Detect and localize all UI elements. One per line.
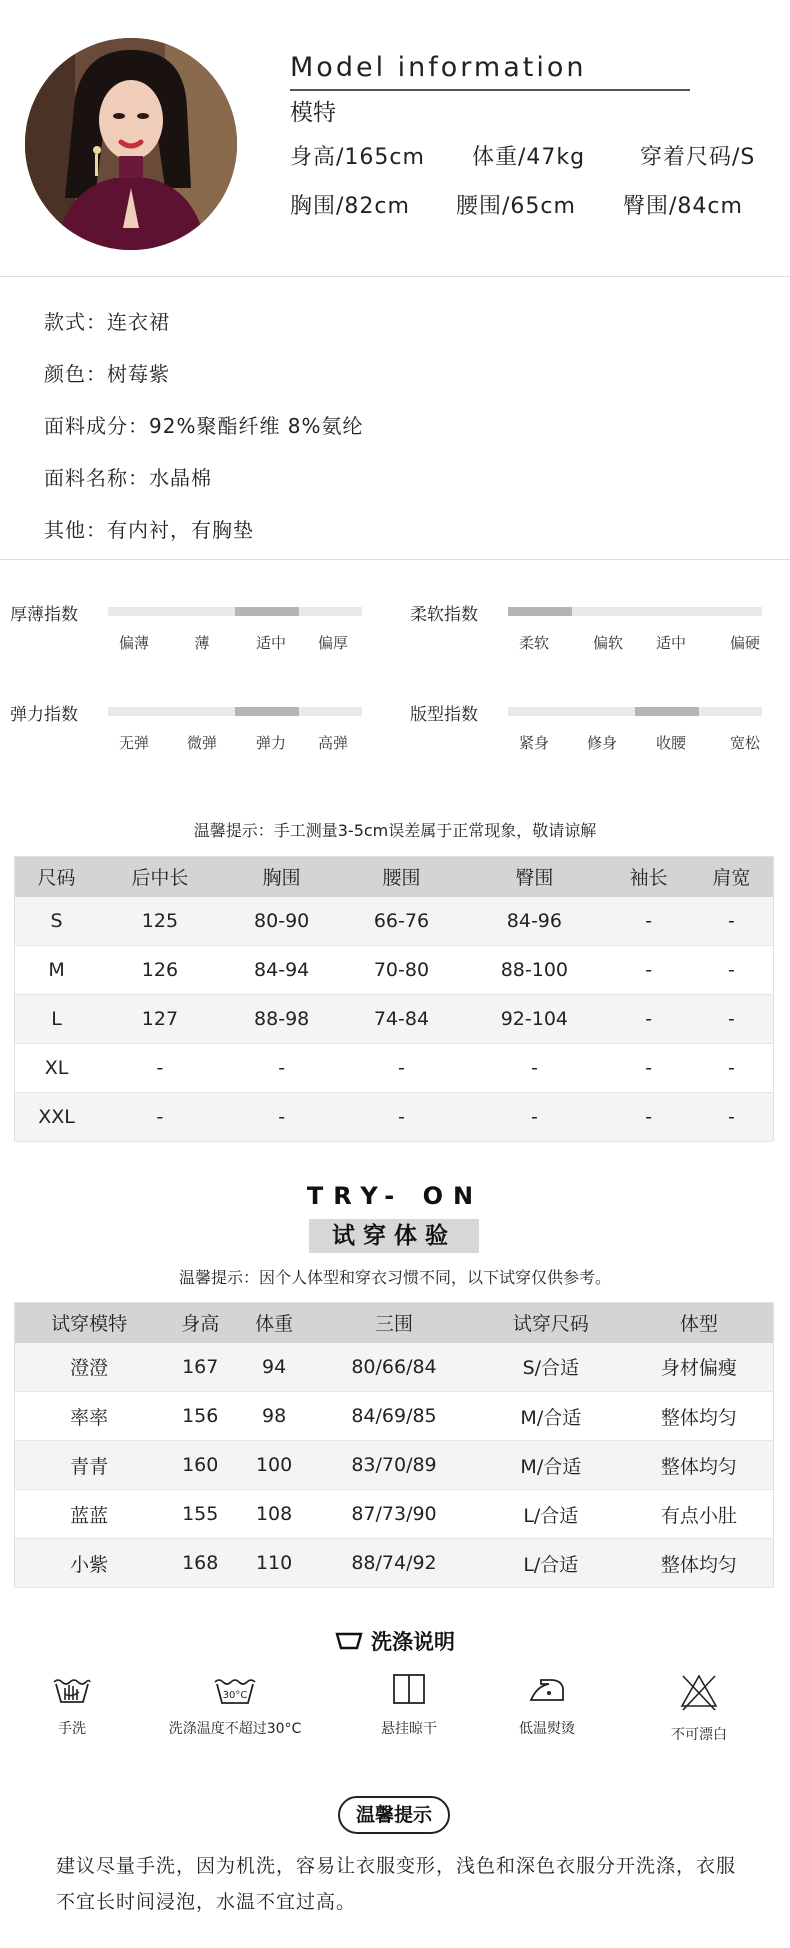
table-cell: 100 [237,1441,311,1490]
index-tick-elasticity: 高弹 [317,734,349,752]
table-cell: 156 [163,1392,237,1441]
tips-title: 温馨提示 [338,1796,450,1834]
hand-wash-icon [52,1672,92,1706]
table-cell: - [690,946,774,995]
table-cell: 74-84 [342,995,462,1044]
table-row [15,995,774,1044]
model-subtitle: 模特 [290,100,336,126]
table-cell: 160 [163,1441,237,1490]
table-cell: L/合适 [477,1539,625,1588]
wash-label: 洗涤温度不超过30°C [168,1721,302,1737]
index-tick-fit: 收腰 [655,734,687,752]
wash-label: 悬挂晾干 [381,1721,437,1737]
index-label-elasticity: 弹力指数 [10,705,78,725]
column-header: 三围 [374,1313,413,1336]
table-cell: L/合适 [477,1490,625,1539]
index-tick-thickness: 适中 [255,634,287,652]
table-cell: - [222,1093,342,1142]
index-tick-elasticity: 弹力 [255,734,287,752]
table-cell: 88-98 [222,995,342,1044]
table-cell: 125 [98,897,222,946]
table-cell: 小紫 [15,1539,164,1588]
table-cell: 94 [237,1343,311,1392]
index-track-softness [508,607,762,616]
attr-color: 颜色：树莓紫 [44,362,170,386]
table-cell: 167 [163,1343,237,1392]
column-header: 体型 [679,1313,718,1336]
wash-temp-badge: 30°C [222,1690,248,1701]
table-row [15,1343,774,1392]
table-cell: 66-76 [342,897,462,946]
wash-title [0,1626,790,1656]
table-cell: 率率 [15,1392,164,1441]
model-info-section [0,0,790,275]
table-cell: - [461,1044,607,1093]
table-cell: L [15,995,99,1044]
table-cell: 有点小肚 [625,1490,774,1539]
table-cell: - [607,897,689,946]
wash-label: 不可漂白 [671,1727,727,1743]
column-header: 身高 [181,1313,220,1336]
table-cell: S/合适 [477,1343,625,1392]
table-cell: 110 [237,1539,311,1588]
size-note: 温馨提示：手工测量3-5cm误差属于正常现象，敬请谅解 [193,821,597,840]
table-cell: 70-80 [342,946,462,995]
index-tick-fit: 紧身 [518,734,550,752]
table-cell: - [607,946,689,995]
column-header: 后中长 [131,867,189,890]
index-track-elasticity [108,707,362,716]
wash-title-text: 洗涤说明 [371,1630,455,1654]
table-cell: 88-100 [461,946,607,995]
wash-label: 低温熨烫 [519,1721,575,1737]
table-cell: - [607,995,689,1044]
index-track-thickness [108,607,362,616]
divider [0,559,790,560]
table-cell: 83/70/89 [311,1441,477,1490]
model-hip: 臀围/84cm [623,194,743,219]
table-cell: 澄澄 [15,1343,164,1392]
model-height: 身高/165cm [290,145,425,170]
index-tick-elasticity: 无弹 [118,734,150,752]
table-cell: - [342,1093,462,1142]
table-row [15,897,774,946]
tryon-title-en: TRY- ON [306,1182,484,1210]
table-row [15,946,774,995]
attr-fabric: 面料名称：水晶棉 [44,466,212,490]
index-tick-fit: 修身 [586,734,618,752]
index-track-fit [508,707,762,716]
model-title: Model information [290,52,587,83]
table-cell: 蓝蓝 [15,1490,164,1539]
table-row [15,1093,774,1142]
index-tick-thickness: 薄 [194,634,210,652]
table-cell: XL [15,1044,99,1093]
table-cell: - [607,1044,689,1093]
index-label-fit: 版型指数 [410,705,478,725]
column-header: 试穿模特 [51,1313,128,1336]
table-cell: 整体均匀 [625,1392,774,1441]
column-header: 尺码 [37,867,76,890]
model-avatar [25,38,237,250]
table-cell: 126 [98,946,222,995]
table-cell: M/合适 [477,1392,625,1441]
low-iron-icon [527,1672,567,1706]
wash-item-hang [334,1672,484,1738]
wash-item-30c [160,1672,310,1738]
attr-composition: 面料成分：92%聚酯纤维 8%氨纶 [44,414,364,438]
index-fill-thickness [235,607,299,616]
index-label-thickness: 厚薄指数 [10,605,78,625]
model-waist: 腰围/65cm [456,194,576,219]
table-header-row [15,857,774,897]
column-header: 胸围 [262,867,301,890]
table-cell: - [342,1044,462,1093]
table-row [15,1044,774,1093]
table-cell: 155 [163,1490,237,1539]
tryon-note: 温馨提示：因个人体型和穿衣习惯不同，以下试穿仅供参考。 [178,1268,611,1287]
title-underline [290,89,690,91]
table-cell: 80-90 [222,897,342,946]
divider [0,276,790,277]
table-cell: 87/73/90 [311,1490,477,1539]
model-bust: 胸围/82cm [290,194,410,219]
table-cell: 84-96 [461,897,607,946]
model-weight: 体重/47kg [472,145,586,170]
table-cell: M/合适 [477,1441,625,1490]
table-cell: - [690,897,774,946]
table-cell: 92-104 [461,995,607,1044]
tryon-table [14,1302,774,1588]
table-cell: 98 [237,1392,311,1441]
no-bleach-icon [679,1672,719,1712]
index-tick-softness: 适中 [655,634,687,652]
table-cell: 84/69/85 [311,1392,477,1441]
table-cell: - [690,1093,774,1142]
tryon-title-cn: 试穿体验 [309,1219,479,1253]
index-tick-fit: 宽松 [729,734,761,752]
table-cell: 身材偏瘦 [625,1343,774,1392]
table-cell: 整体均匀 [625,1539,774,1588]
table-row [15,1490,774,1539]
table-body [15,1343,774,1588]
column-header: 腰围 [382,867,421,890]
table-cell: - [98,1044,222,1093]
index-fill-fit [635,707,699,716]
column-header: 肩宽 [712,867,751,890]
index-tick-softness: 偏硬 [729,634,761,652]
table-row [15,1441,774,1490]
table-header-row [15,1303,774,1343]
wash-item-hand [0,1672,147,1738]
table-cell: 80/66/84 [311,1343,477,1392]
column-header: 臀围 [515,867,554,890]
table-row [15,1392,774,1441]
table-cell: 168 [163,1539,237,1588]
index-fill-softness [508,607,572,616]
table-cell: 88/74/92 [311,1539,477,1588]
table-cell: - [222,1044,342,1093]
attr-style: 款式：连衣裙 [44,310,170,334]
table-cell: 整体均匀 [625,1441,774,1490]
table-cell: - [98,1093,222,1142]
model-size: 穿着尺码/S [640,145,756,170]
index-label-softness: 柔软指数 [410,605,478,625]
table-cell: - [690,995,774,1044]
index-fill-elasticity [235,707,299,716]
column-header: 试穿尺码 [512,1313,589,1336]
table-cell: - [690,1044,774,1093]
attr-other: 其他：有内衬，有胸垫 [44,518,254,542]
index-tick-softness: 柔软 [518,634,550,652]
wash-item-bleach [624,1672,774,1744]
table-cell: M [15,946,99,995]
table-cell: XXL [15,1093,99,1142]
column-header: 袖长 [629,867,668,890]
table-body [15,897,774,1142]
wash-label: 手洗 [58,1721,86,1737]
table-cell: 84-94 [222,946,342,995]
index-tick-softness: 偏软 [592,634,624,652]
hang-dry-icon [391,1672,427,1706]
table-cell: 127 [98,995,222,1044]
index-tick-elasticity: 微弹 [186,734,218,752]
basin-icon [335,1631,363,1651]
column-header: 体重 [255,1313,294,1336]
index-tick-thickness: 偏薄 [118,634,150,652]
size-table [14,856,774,1142]
wash-30c-icon [213,1672,257,1706]
tips-body: 建议尽量手洗，因为机洗，容易让衣服变形，浅色和深色衣服分开洗涤，衣服不宜长时间浸泡，水温不宜过高。 [56,1855,737,1913]
table-cell: 青青 [15,1441,164,1490]
table-cell: S [15,897,99,946]
wash-item-iron [472,1672,622,1738]
table-cell: - [607,1093,689,1142]
table-row [15,1539,774,1588]
table-cell: 108 [237,1490,311,1539]
index-tick-thickness: 偏厚 [317,634,349,652]
table-cell: - [461,1093,607,1142]
